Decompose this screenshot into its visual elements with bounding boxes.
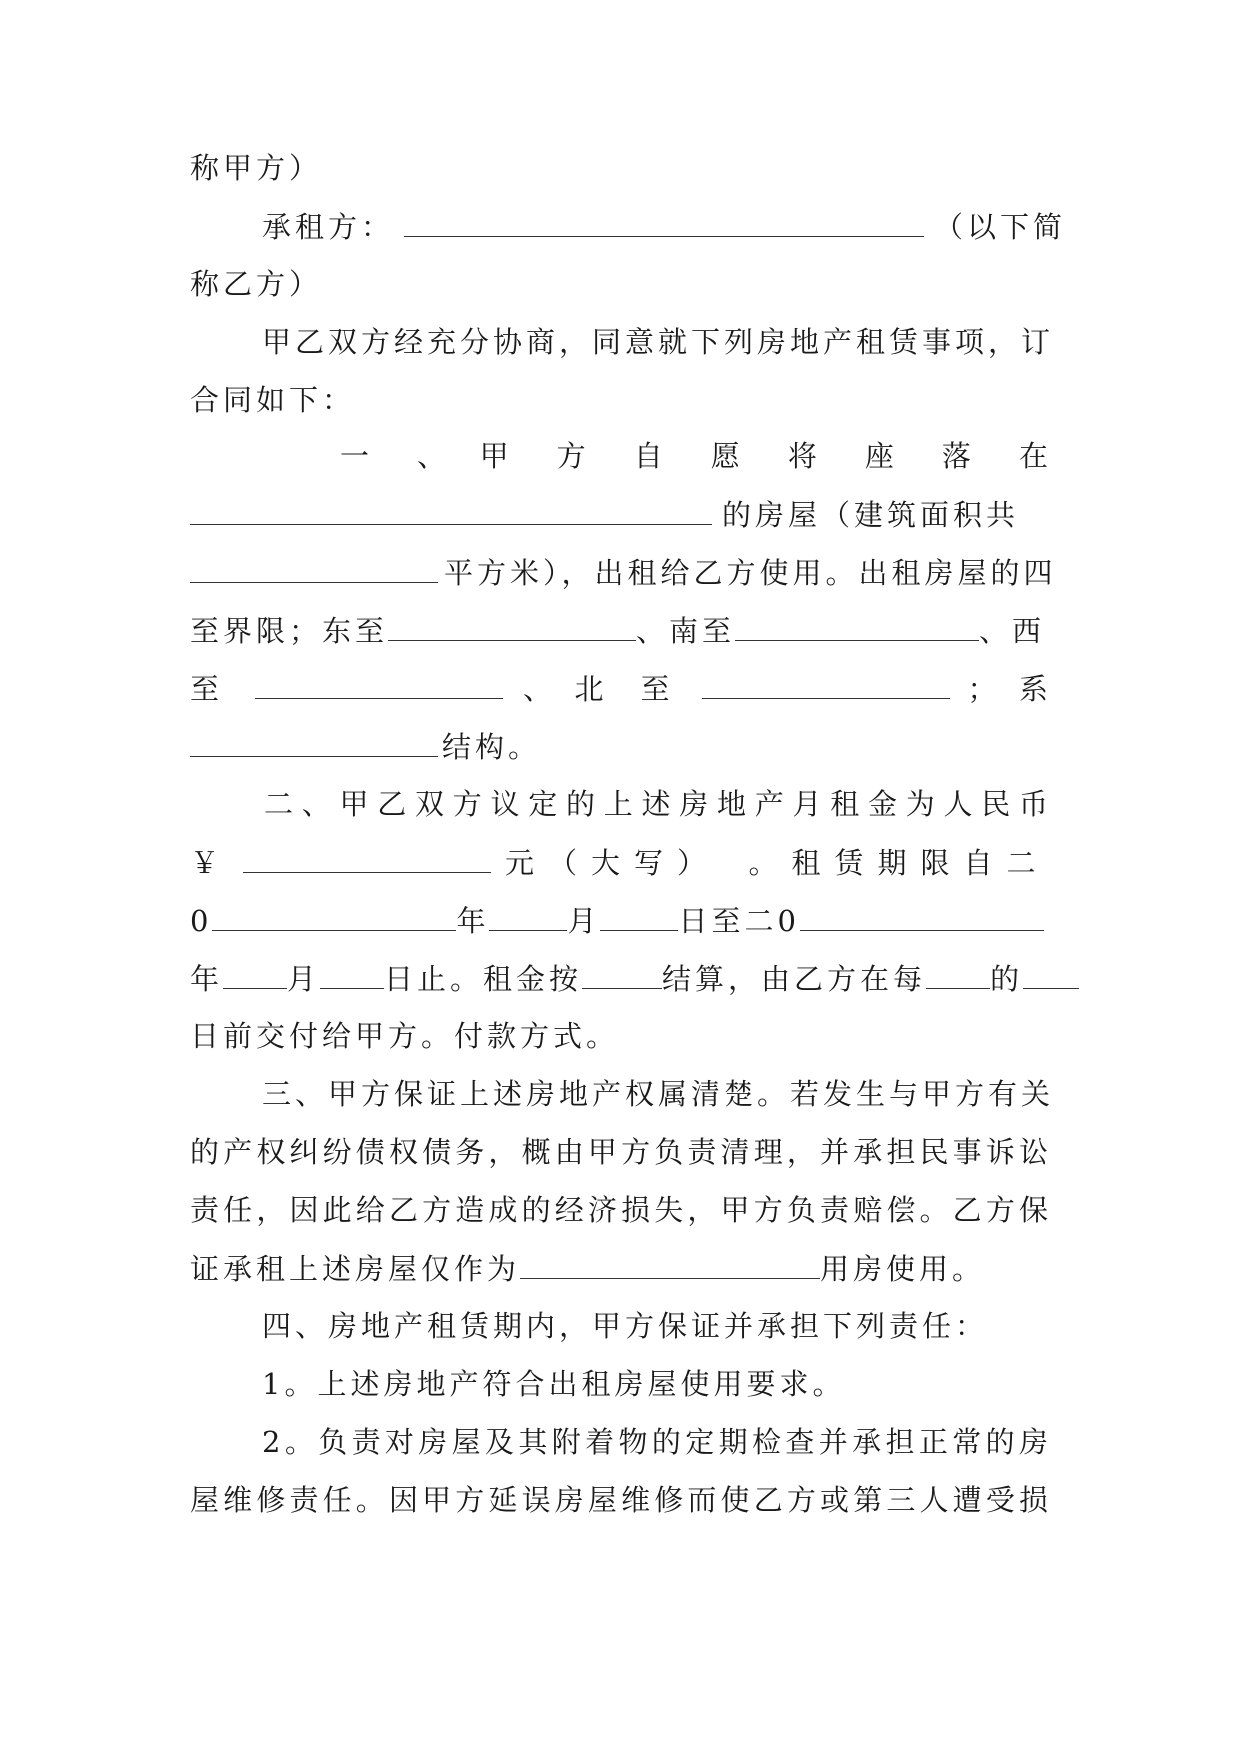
text: （以下简 (934, 210, 1067, 244)
text: 责任，因此给乙方造成的经济损失，甲方负责赔偿。乙方保 (190, 1193, 1052, 1227)
line-11 (190, 726, 1052, 767)
line-5 (190, 380, 1052, 420)
text: 日至二0 (678, 904, 800, 938)
line-2 (262, 206, 1067, 247)
period-blank[interactable] (926, 958, 990, 989)
line-4 (262, 322, 1055, 362)
end-day-blank[interactable] (320, 958, 384, 989)
line-9 (190, 610, 1052, 651)
item-2: 2。负责对房屋及其附着物的定期检查并承担正常的房 (262, 1425, 1052, 1459)
text: 的产权纠纷债权债务，概由甲方负责清理，并承担民事诉讼 (190, 1135, 1052, 1169)
usage-blank[interactable] (520, 1248, 820, 1279)
text: ； 系 (967, 672, 1053, 706)
north-blank[interactable] (702, 668, 950, 699)
clause-4-heading: 四、房地产租赁期内，甲方保证并承担下列责任： (262, 1309, 989, 1343)
line-12 (264, 784, 1052, 824)
line-8 (190, 552, 1057, 593)
line-20 (190, 1248, 1052, 1289)
west-blank[interactable] (255, 668, 503, 699)
start-year-blank[interactable] (212, 900, 456, 931)
settlement-blank[interactable] (582, 958, 662, 989)
text: 年 (190, 962, 224, 996)
text: 结算，由乙方在每 (662, 962, 927, 996)
text: 月 (567, 904, 601, 938)
line-22 (262, 1364, 1052, 1404)
area-blank[interactable] (190, 552, 438, 583)
start-month-blank[interactable] (489, 900, 567, 931)
lessee-label: 承租方： (262, 210, 395, 244)
end-year-blank[interactable] (800, 900, 1044, 931)
line-1 (190, 148, 1052, 188)
line-13 (190, 842, 1052, 883)
line-18 (190, 1132, 1052, 1172)
south-blank[interactable] (735, 610, 979, 641)
rent-blank[interactable] (243, 842, 491, 873)
line-7 (190, 494, 1052, 535)
text: 月 (287, 962, 321, 996)
text: 至 (190, 672, 224, 706)
clause-3-text: 三、甲方保证上述房地产权属清楚。若发生与甲方有关 (262, 1077, 1055, 1111)
text: 、南至 (636, 614, 736, 648)
text: 日前交付给甲方。付款方式。 (190, 1019, 620, 1053)
text: 称甲方） (190, 151, 323, 185)
clause-2-text: 二、甲乙双方议定的上述房地产月租金为人民币 (264, 787, 1052, 821)
text: 平方米），出租给乙方使用。出租房屋的四 (444, 556, 1057, 590)
text: 至界限；东至 (190, 614, 389, 648)
text: 的 (990, 962, 1024, 996)
due-day-blank[interactable] (1023, 958, 1079, 989)
text: 甲乙双方经充分协商，同意就下列房地产租赁事项，订 (262, 325, 1055, 359)
item-1: 1。上述房地产符合出租房屋使用要求。 (262, 1367, 846, 1401)
text: 屋维修责任。因甲方延误房屋维修而使乙方或第三人遭受损 (190, 1483, 1052, 1517)
line-17 (262, 1074, 1055, 1114)
text: 用房使用。 (820, 1252, 986, 1286)
text: 结构。 (442, 730, 542, 764)
line-3 (190, 264, 1052, 304)
line-23 (262, 1422, 1052, 1462)
line-15 (190, 958, 1052, 999)
yuan-sign: ￥ (190, 846, 224, 880)
line-6 (340, 436, 1052, 476)
text: 、 北 至 (523, 672, 674, 706)
line-24 (190, 1480, 1052, 1520)
text: 称乙方） (190, 267, 323, 301)
line-10 (190, 668, 1052, 709)
line-19 (190, 1190, 1052, 1230)
text: 的房屋（建筑面积共 (722, 498, 1020, 532)
line-16 (190, 1016, 1052, 1056)
text: 年 (456, 904, 490, 938)
east-blank[interactable] (388, 610, 636, 641)
clause-1-heading: 一 、 甲 方 自 愿 将 座 落 在 (340, 439, 1052, 473)
text: 0 (190, 904, 213, 938)
text: 合同如下： (190, 383, 356, 417)
text: 、西 (979, 614, 1046, 648)
text: 日止。租金按 (384, 962, 583, 996)
text: 元（大写） 。租赁期限自二 (505, 846, 1050, 880)
text: 证承租上述房屋仅作为 (190, 1252, 521, 1286)
lessee-blank[interactable] (404, 206, 924, 237)
line-21 (262, 1306, 1052, 1346)
start-day-blank[interactable] (600, 900, 678, 931)
structure-blank[interactable] (190, 726, 438, 757)
line-14 (190, 900, 1052, 941)
end-month-blank[interactable] (223, 958, 287, 989)
location-blank[interactable] (190, 494, 712, 525)
